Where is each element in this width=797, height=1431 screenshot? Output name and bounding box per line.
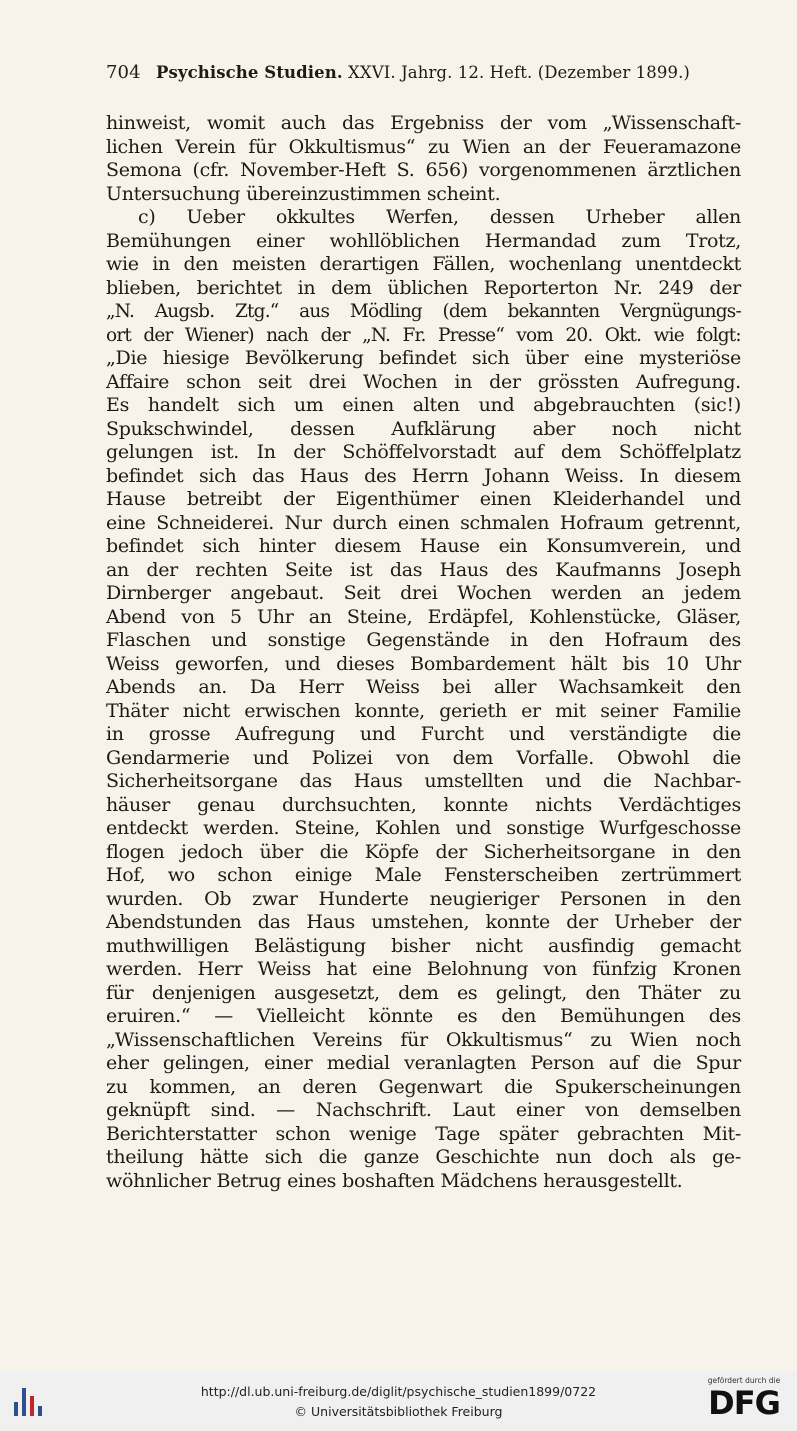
journal-volume: XXVI. Jahrg. [348,63,453,82]
text-line: befindet sich hinter diesem Hause ein Konsumverein, und [106,535,741,557]
text-line: Thäter nicht erwischen konnte, gerieth er mit seiner Familie [106,699,741,722]
text-line: blieben, berichtet in dem üblichen Reporterton Nr. 249 der [106,276,741,299]
dfg-note: gefördert durch die [707,1376,781,1385]
text-line: Bemühungen einer wohllöblichen Hermandad zum Trotz, [106,229,741,252]
text-line: in grosse Aufregung und Furcht und verständigte die [106,723,741,745]
text-line: eher gelingen, einer medial veranlagten Person auf die Spur [106,1052,741,1074]
text-line: Spukschwindel, dessen Aufklärung aber noch nicht [106,417,741,440]
text-line: wie in den meisten derartigen Fällen, wochenlang unentdeckt [106,253,741,275]
text-line: flogen jedoch über die Köpfe der Sicherheitsorgane in den [106,840,741,863]
text-line: Es handelt sich um einen alten und abgebrauchten (sic!) [106,394,741,416]
text-line: Gendarmerie und Polizei von dem Vorfalle. Obwohl die [106,746,741,769]
text-line: Sicherheitsorgane das Haus umstellten und die Nachbar- [106,770,741,792]
text-line: zu kommen, an deren Gegenwart die Spukerscheinungen [106,1075,741,1098]
text-line: theilung hätte sich die ganze Geschichte nun doch als ge- [106,1146,741,1168]
text-line: Dirnberger angebaut. Seit drei Wochen werden an jedem [106,582,741,604]
text-line: „Die hiesige Bevölkerung befindet sich über eine mysteriöse [106,347,741,369]
text-line: „N. Augsb. Ztg.“ aus Mödling (dem bekannten Vergnügungs- [106,301,741,322]
text-line: Weiss geworfen, und dieses Bombardement hält bis 10 Uhr [106,652,741,675]
text-line: muthwilligen Belästigung bisher nicht ausfindig gemacht [106,934,741,957]
page-number: 704 [106,62,141,83]
text-line: an der rechten Seite ist das Haus des Kaufmanns Joseph [106,558,741,581]
viewer-footer [0,1372,797,1431]
dfg-logo: DFG [708,1384,780,1422]
copyright-notice: © Universitätsbibliothek Freiburg [294,1404,503,1419]
text-line: eruiren.“ — Vielleicht könnte es den Bemühungen des [106,1005,741,1027]
journal-issue: 12. Heft. [457,63,533,82]
text-line: wöhnlicher Betrug eines boshaften Mädchens herausgestellt. [106,1169,683,1192]
body-text [106,112,741,1193]
text-line: Hause betreibt der Eigenthümer einen Kleiderhandel und [106,488,741,510]
text-line: wurden. Ob zwar Hunderte neugieriger Personen in den [106,887,741,910]
source-url[interactable]: http://dl.ub.uni-freiburg.de/diglit/psychische_studien1899/0722 [200,1384,597,1399]
journal-date: (Dezember 1899.) [537,63,690,82]
text-line: Berichterstatter schon wenige Tage später gebrachten Mit- [106,1122,741,1145]
text-line: c) Ueber okkultes Werfen, dessen Urheber allen [138,206,741,228]
text-line: Semona (cfr. November-Heft S. 656) vorgenommenen ärztlichen [106,159,741,181]
text-line: Abends an. Da Herr Weiss bei aller Wachsamkeit den [106,676,741,698]
running-header [106,62,754,84]
text-line: ort der Wiener) nach der „N. Fr. Presse“ vom 20. Okt. wie folgt: [106,324,741,346]
text-line: lichen Verein für Okkultismus“ zu Wien an der Feueramazone [106,135,741,158]
text-line: Abendstunden das Haus umstehen, konnte der Urheber der [106,911,741,933]
text-line: für denjenigen ausgesetzt, dem es gelingt, den Thäter zu [106,981,741,1004]
text-line: gelungen ist. In der Schöffelvorstadt auf dem Schöffelplatz [106,441,741,463]
text-line: entdeckt werden. Steine, Kohlen und sonstige Wurfgeschosse [106,817,741,839]
text-line: befindet sich das Haus des Herrn Johann Weiss. In diesem [106,464,741,487]
text-line: geknüpft sind. — Nachschrift. Laut einer von demselben [106,1099,741,1121]
text-line: Abend von 5 Uhr an Steine, Erdäpfel, Kohlenstücke, Gläser, [106,605,741,628]
text-line: hinweist, womit auch das Ergebniss der vom „Wissenschaft- [106,112,741,134]
text-line: Hof, wo schon einige Male Fensterscheiben zertrümmert [106,864,741,886]
text-line: Untersuchung übereinzustimmen scheint. [106,182,501,205]
text-line: häuser genau durchsuchten, konnte nichts Verdächtiges [106,793,741,816]
text-line: Flaschen und sonstige Gegenstände in den Hofraum des [106,629,741,651]
dfg-badge [701,1376,787,1421]
text-line: eine Schneiderei. Nur durch einen schmalen Hofraum getrennt, [106,511,741,534]
journal-title: Psychische Studien. [156,63,343,82]
text-line: „Wissenschaftlichen Vereins für Okkultismus“ zu Wien noch [106,1028,741,1051]
text-line: Affaire schon seit drei Wochen in der grössten Aufregung. [106,370,741,393]
text-line: werden. Herr Weiss hat eine Belohnung von fünfzig Kronen [106,958,741,980]
